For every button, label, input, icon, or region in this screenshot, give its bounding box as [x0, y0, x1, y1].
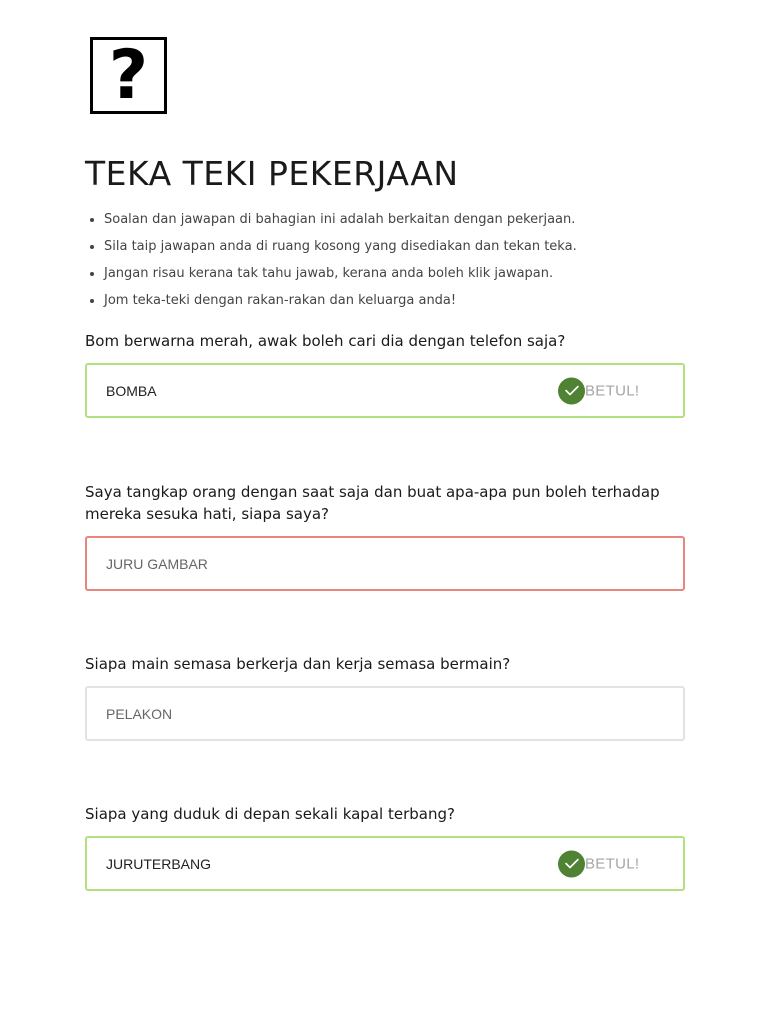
question-4-text: Siapa yang duduk di depan sekali kapal terbang?: [85, 805, 455, 823]
question-1-status-label: BETUL!: [585, 382, 640, 399]
page-title: TEKA TEKI PEKERJAAN: [85, 154, 459, 193]
question-3-text: Siapa main semasa berkerja dan kerja semasa bermain?: [85, 655, 511, 673]
question-1-answer-box[interactable]: [85, 363, 685, 418]
question-2-answer-box[interactable]: [85, 536, 685, 591]
question-4-answer-input[interactable]: [106, 856, 526, 872]
check-circle-icon: [558, 377, 585, 404]
question-2-text: Saya tangkap orang dengan saat saja dan buat apa-apa pun boleh terhadap mereka sesuka hati, siapa saya?: [85, 483, 660, 523]
instruction-item: • Jangan risau kerana tak tahu jawab, kerana anda boleh klik jawapan.: [104, 260, 577, 287]
question-1-status: [558, 377, 639, 404]
question-1-text: Bom berwarna merah, awak boleh cari dia dengan telefon saja?: [85, 332, 566, 350]
instructions-list: [85, 206, 577, 314]
question-3-answer-box[interactable]: [85, 686, 685, 741]
question-1-answer-input[interactable]: [106, 383, 526, 399]
check-circle-icon: [558, 850, 585, 877]
instruction-item: • Jom teka-teki dengan rakan-rakan dan keluarga anda!: [104, 287, 577, 314]
instruction-item: • Sila taip jawapan anda di ruang kosong yang disediakan dan tekan teka.: [104, 233, 577, 260]
question-4-answer-box[interactable]: [85, 836, 685, 891]
question-mark-logo-icon: ?: [90, 37, 167, 114]
instruction-item: • Soalan dan jawapan di bahagian ini adalah berkaitan dengan pekerjaan.: [104, 206, 577, 233]
question-3-answer-input[interactable]: [106, 706, 526, 722]
question-2-answer-input[interactable]: [106, 556, 526, 572]
question-4-status: [558, 850, 639, 877]
question-4-status-label: BETUL!: [585, 855, 640, 872]
